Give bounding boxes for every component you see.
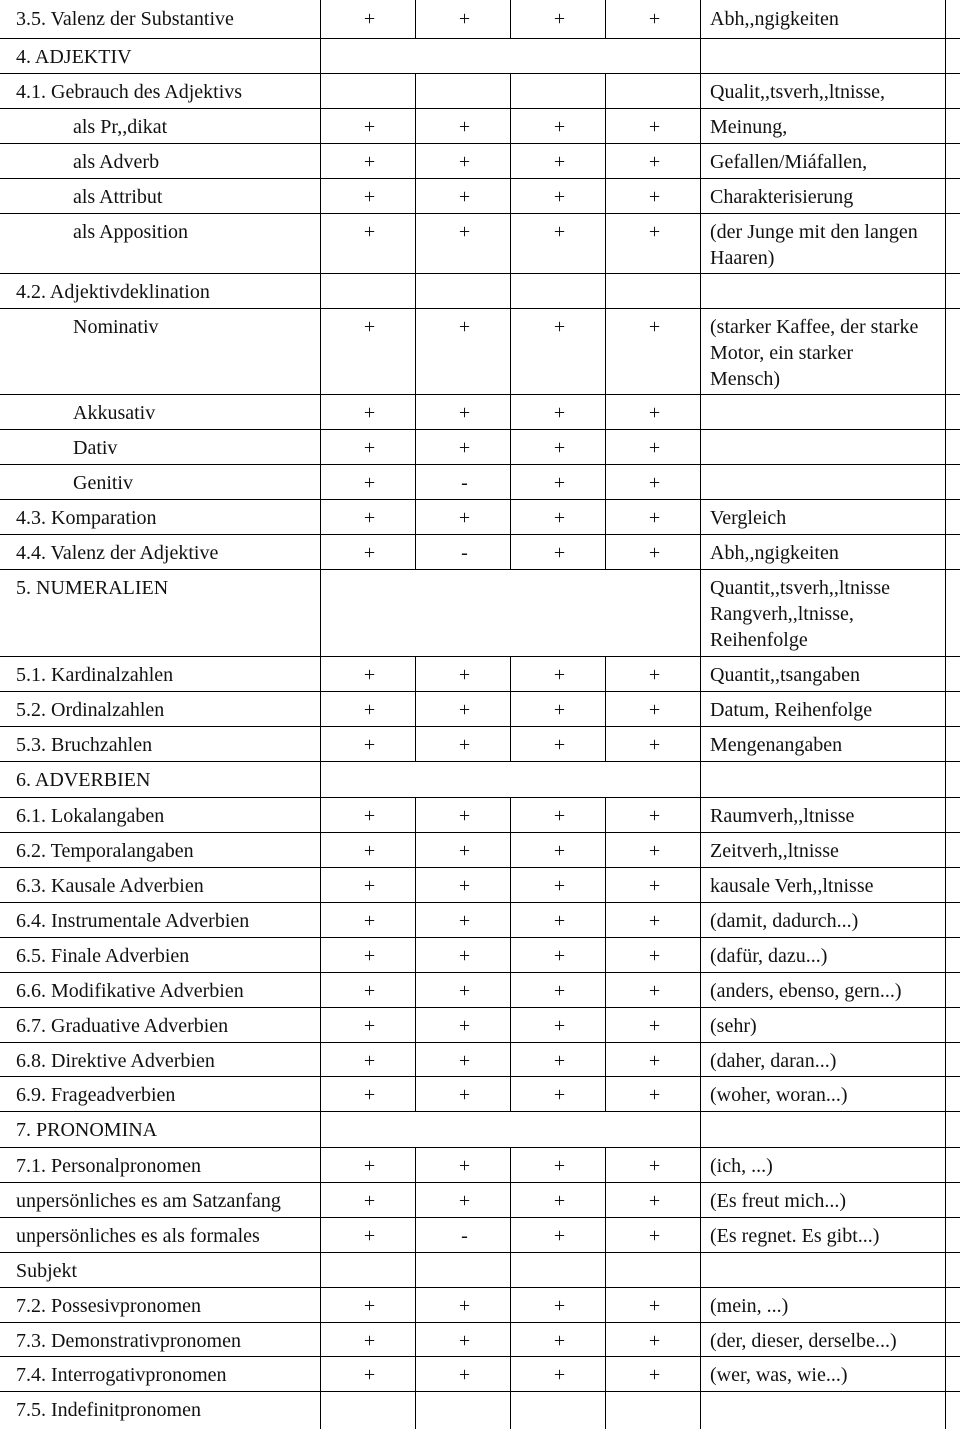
sign-cell: + — [648, 186, 661, 208]
row-label: 3.5. Valenz der Substantive — [16, 8, 234, 30]
sign-cell: + — [648, 1084, 661, 1106]
sign-cell: + — [553, 1155, 566, 1177]
sign-cell: + — [553, 1364, 566, 1386]
row-label: 4.4. Valenz der Adjektive — [16, 542, 219, 564]
sign-cell: + — [648, 1295, 661, 1317]
row-label: Dativ — [73, 437, 118, 459]
sign-cell: + — [363, 507, 376, 529]
row-note: Meinung, — [710, 116, 788, 138]
row-note: (Es freut mich...) — [710, 1190, 847, 1212]
sign-cell: + — [458, 116, 471, 138]
table-row — [0, 691, 960, 726]
row-label: 5. NUMERALIEN — [16, 577, 169, 599]
table-row — [0, 429, 960, 464]
sign-cell: + — [648, 1190, 661, 1212]
sign-cell: + — [553, 507, 566, 529]
row-note: (starker Kaffee, der starke Motor, ein starker Mensch) — [710, 316, 919, 390]
sign-cell: + — [363, 221, 376, 243]
row-label: 7.4. Interrogativpronomen — [16, 1364, 227, 1386]
table-row — [0, 499, 960, 534]
sign-cell: + — [553, 8, 566, 30]
table-row — [0, 972, 960, 1007]
sign-cell: + — [648, 980, 661, 1002]
sign-cell: + — [553, 116, 566, 138]
table-row — [0, 108, 960, 143]
sign-cell: + — [363, 1364, 376, 1386]
sign-cell: + — [458, 1295, 471, 1317]
table-row — [0, 1147, 960, 1182]
row-note: Gefallen/Miáfallen, — [710, 151, 868, 173]
table-row — [0, 1287, 960, 1322]
sign-cell: + — [363, 1190, 376, 1212]
sign-cell: + — [648, 437, 661, 459]
row-note: (wer, was, wie...) — [710, 1364, 848, 1386]
row-label: Akkusativ — [73, 402, 156, 424]
sign-cell: + — [363, 116, 376, 138]
table-row — [0, 1391, 960, 1429]
sign-cell: + — [553, 316, 566, 338]
sign-cell: + — [458, 507, 471, 529]
sign-cell: + — [648, 840, 661, 862]
table-row — [0, 213, 960, 273]
sign-cell: + — [363, 1084, 376, 1106]
sign-cell: + — [458, 151, 471, 173]
table-row — [0, 273, 960, 308]
sign-cell: + — [553, 186, 566, 208]
sign-cell: + — [363, 1225, 376, 1247]
section-heading-row — [0, 761, 960, 797]
row-label: 5.3. Bruchzahlen — [16, 734, 153, 756]
row-label: 5.2. Ordinalzahlen — [16, 699, 165, 721]
sign-cell: + — [648, 1050, 661, 1072]
row-note: (sehr) — [710, 1015, 757, 1037]
row-note: Datum, Reihenfolge — [710, 699, 873, 721]
row-label: 7.2. Possesivpronomen — [16, 1295, 201, 1317]
sign-cell: + — [363, 1295, 376, 1317]
sign-cell: + — [553, 1084, 566, 1106]
section-heading-row — [0, 569, 960, 656]
sign-cell: - — [461, 542, 468, 564]
table-row — [0, 73, 960, 108]
row-note: Mengenangaben — [710, 734, 843, 756]
row-note: Raumverh,,ltnisse — [710, 805, 855, 827]
sign-cell: + — [648, 8, 661, 30]
row-label: 7.1. Personalpronomen — [16, 1155, 201, 1177]
table-row — [0, 178, 960, 213]
row-label: 6.6. Modifikative Adverbien — [16, 980, 244, 1002]
row-label: 6.9. Frageadverbien — [16, 1084, 176, 1106]
sign-cell: + — [553, 664, 566, 686]
sign-cell: + — [363, 402, 376, 424]
sign-cell: + — [553, 1295, 566, 1317]
table-row — [0, 1252, 960, 1287]
table-row — [0, 832, 960, 867]
sign-cell: + — [648, 1364, 661, 1386]
sign-cell: + — [648, 1015, 661, 1037]
table-row — [0, 1007, 960, 1042]
sign-cell: + — [648, 542, 661, 564]
section-heading-row — [0, 38, 960, 73]
sign-cell: + — [458, 910, 471, 932]
sign-cell: + — [363, 734, 376, 756]
sign-cell: + — [363, 437, 376, 459]
sign-cell: + — [458, 840, 471, 862]
row-note: (mein, ...) — [710, 1295, 789, 1317]
row-note: Abh,,ngigkeiten — [710, 8, 839, 30]
row-label: 5.1. Kardinalzahlen — [16, 664, 174, 686]
sign-cell: + — [648, 151, 661, 173]
sign-cell: + — [553, 1225, 566, 1247]
sign-cell: + — [553, 1015, 566, 1037]
table-row — [0, 937, 960, 972]
row-label: 6.7. Graduative Adverbien — [16, 1015, 229, 1037]
table-row — [0, 797, 960, 832]
sign-cell: + — [648, 805, 661, 827]
sign-cell: + — [458, 1364, 471, 1386]
sign-cell: - — [461, 1225, 468, 1247]
row-label: 6.4. Instrumentale Adverbien — [16, 910, 250, 932]
sign-cell: + — [648, 1330, 661, 1352]
sign-cell: + — [363, 8, 376, 30]
table-row — [0, 143, 960, 178]
sign-cell: + — [553, 402, 566, 424]
sign-cell: + — [363, 472, 376, 494]
sign-cell: + — [553, 542, 566, 564]
sign-cell: + — [363, 945, 376, 967]
sign-cell: + — [363, 1330, 376, 1352]
sign-cell: + — [363, 840, 376, 862]
table-row — [0, 1356, 960, 1391]
sign-cell: + — [648, 945, 661, 967]
sign-cell: + — [458, 1155, 471, 1177]
row-label: 6.5. Finale Adverbien — [16, 945, 190, 967]
sign-cell: + — [553, 875, 566, 897]
sign-cell: + — [648, 507, 661, 529]
sign-cell: + — [363, 805, 376, 827]
row-label: Genitiv — [73, 472, 133, 494]
sign-cell: + — [458, 316, 471, 338]
sign-cell: + — [458, 1190, 471, 1212]
row-label: 6.8. Direktive Adverbien — [16, 1050, 215, 1072]
section-heading-row — [0, 1111, 960, 1147]
sign-cell: + — [458, 875, 471, 897]
table-row — [0, 726, 960, 761]
sign-cell: + — [363, 664, 376, 686]
sign-cell: + — [363, 699, 376, 721]
row-label: Subjekt — [16, 1260, 78, 1282]
sign-cell: + — [458, 1015, 471, 1037]
sign-cell: + — [553, 910, 566, 932]
sign-cell: + — [458, 221, 471, 243]
sign-cell: + — [553, 472, 566, 494]
row-label: 7. PRONOMINA — [16, 1119, 158, 1141]
row-note: (daher, daran...) — [710, 1050, 837, 1072]
sign-cell: + — [458, 437, 471, 459]
sign-cell: + — [648, 472, 661, 494]
table-row — [0, 0, 960, 38]
sign-cell: + — [648, 221, 661, 243]
table-row — [0, 1182, 960, 1217]
table-row — [0, 1322, 960, 1356]
row-label: 7.3. Demonstrativpronomen — [16, 1330, 241, 1352]
row-label: unpersönliches es als formales — [16, 1225, 260, 1247]
row-label: als Pr,,dikat — [73, 116, 168, 138]
row-note: Quantit,,tsangaben — [710, 664, 860, 686]
sign-cell: + — [648, 1155, 661, 1177]
sign-cell: + — [458, 1330, 471, 1352]
row-note: (woher, woran...) — [710, 1084, 848, 1106]
sign-cell: + — [648, 699, 661, 721]
row-label: 6.3. Kausale Adverbien — [16, 875, 204, 897]
sign-cell: - — [461, 472, 468, 494]
sign-cell: + — [363, 1155, 376, 1177]
table-row — [0, 656, 960, 691]
row-label: 4.3. Komparation — [16, 507, 157, 529]
sign-cell: + — [648, 875, 661, 897]
sign-cell: + — [648, 402, 661, 424]
sign-cell: + — [363, 186, 376, 208]
sign-cell: + — [553, 151, 566, 173]
sign-cell: + — [553, 221, 566, 243]
row-note: Qualit,,tsverh,,ltnisse, — [710, 81, 885, 103]
row-note: (damit, dadurch...) — [710, 910, 859, 932]
sign-cell: + — [553, 734, 566, 756]
sign-cell: + — [363, 151, 376, 173]
row-note: (Es regnet. Es gibt...) — [710, 1225, 880, 1247]
sign-cell: + — [553, 1050, 566, 1072]
table-row — [0, 867, 960, 902]
sign-cell: + — [363, 875, 376, 897]
sign-cell: + — [458, 1050, 471, 1072]
sign-cell: + — [458, 1084, 471, 1106]
row-label: unpersönliches es am Satzanfang — [16, 1190, 281, 1212]
row-note: kausale Verh,,ltnisse — [710, 875, 874, 897]
sign-cell: + — [553, 840, 566, 862]
row-note: (ich, ...) — [710, 1155, 773, 1177]
row-label: als Attribut — [73, 186, 163, 208]
row-note: (dafür, dazu...) — [710, 945, 828, 967]
sign-cell: + — [458, 402, 471, 424]
sign-cell: + — [363, 980, 376, 1002]
sign-cell: + — [553, 980, 566, 1002]
sign-cell: + — [648, 316, 661, 338]
table-row — [0, 1217, 960, 1252]
sign-cell: + — [553, 1330, 566, 1352]
sign-cell: + — [458, 980, 471, 1002]
sign-cell: + — [458, 8, 471, 30]
sign-cell: + — [648, 1225, 661, 1247]
row-note: (anders, ebenso, gern...) — [710, 980, 902, 1002]
table-row — [0, 902, 960, 937]
sign-cell: + — [648, 734, 661, 756]
sign-cell: + — [458, 699, 471, 721]
table-row — [0, 308, 960, 394]
sign-cell: + — [553, 945, 566, 967]
sign-cell: + — [458, 805, 471, 827]
sign-cell: + — [363, 542, 376, 564]
table-row — [0, 1042, 960, 1076]
sign-cell: + — [363, 910, 376, 932]
row-label: 7.5. Indefinitpronomen — [16, 1399, 201, 1421]
table-row — [0, 464, 960, 499]
row-note: Charakterisierung — [710, 186, 854, 208]
row-label: als Adverb — [73, 151, 160, 173]
sign-cell: + — [648, 116, 661, 138]
row-label: 6. ADVERBIEN — [16, 769, 151, 791]
sign-cell: + — [553, 437, 566, 459]
table-row — [0, 1076, 960, 1111]
sign-cell: + — [363, 316, 376, 338]
row-label: 4. ADJEKTIV — [16, 46, 132, 68]
sign-cell: + — [648, 664, 661, 686]
row-label: 6.1. Lokalangaben — [16, 805, 165, 827]
sign-cell: + — [458, 186, 471, 208]
row-note: Vergleich — [710, 507, 787, 529]
sign-cell: + — [458, 945, 471, 967]
row-label: 4.2. Adjektivdeklination — [16, 281, 210, 303]
sign-cell: + — [648, 910, 661, 932]
row-label: 6.2. Temporalangaben — [16, 840, 194, 862]
row-note: Quantit,,tsverh,,ltnisse Rangverh,,ltnisse, Reihenfolge — [710, 577, 890, 651]
row-label: als Apposition — [73, 221, 189, 243]
row-note: (der Junge mit den langen Haaren) — [710, 221, 918, 269]
sign-cell: + — [553, 805, 566, 827]
table-row — [0, 534, 960, 569]
sign-cell: + — [458, 734, 471, 756]
sign-cell: + — [553, 1190, 566, 1212]
sign-cell: + — [363, 1015, 376, 1037]
row-note: (der, dieser, derselbe...) — [710, 1330, 897, 1352]
sign-cell: + — [363, 1050, 376, 1072]
row-note: Zeitverh,,ltnisse — [710, 840, 839, 862]
sign-cell: + — [458, 664, 471, 686]
row-note: Abh,,ngigkeiten — [710, 542, 839, 564]
row-label: Nominativ — [73, 316, 159, 338]
table-row — [0, 394, 960, 429]
sign-cell: + — [553, 699, 566, 721]
row-label: 4.1. Gebrauch des Adjektivs — [16, 81, 243, 103]
